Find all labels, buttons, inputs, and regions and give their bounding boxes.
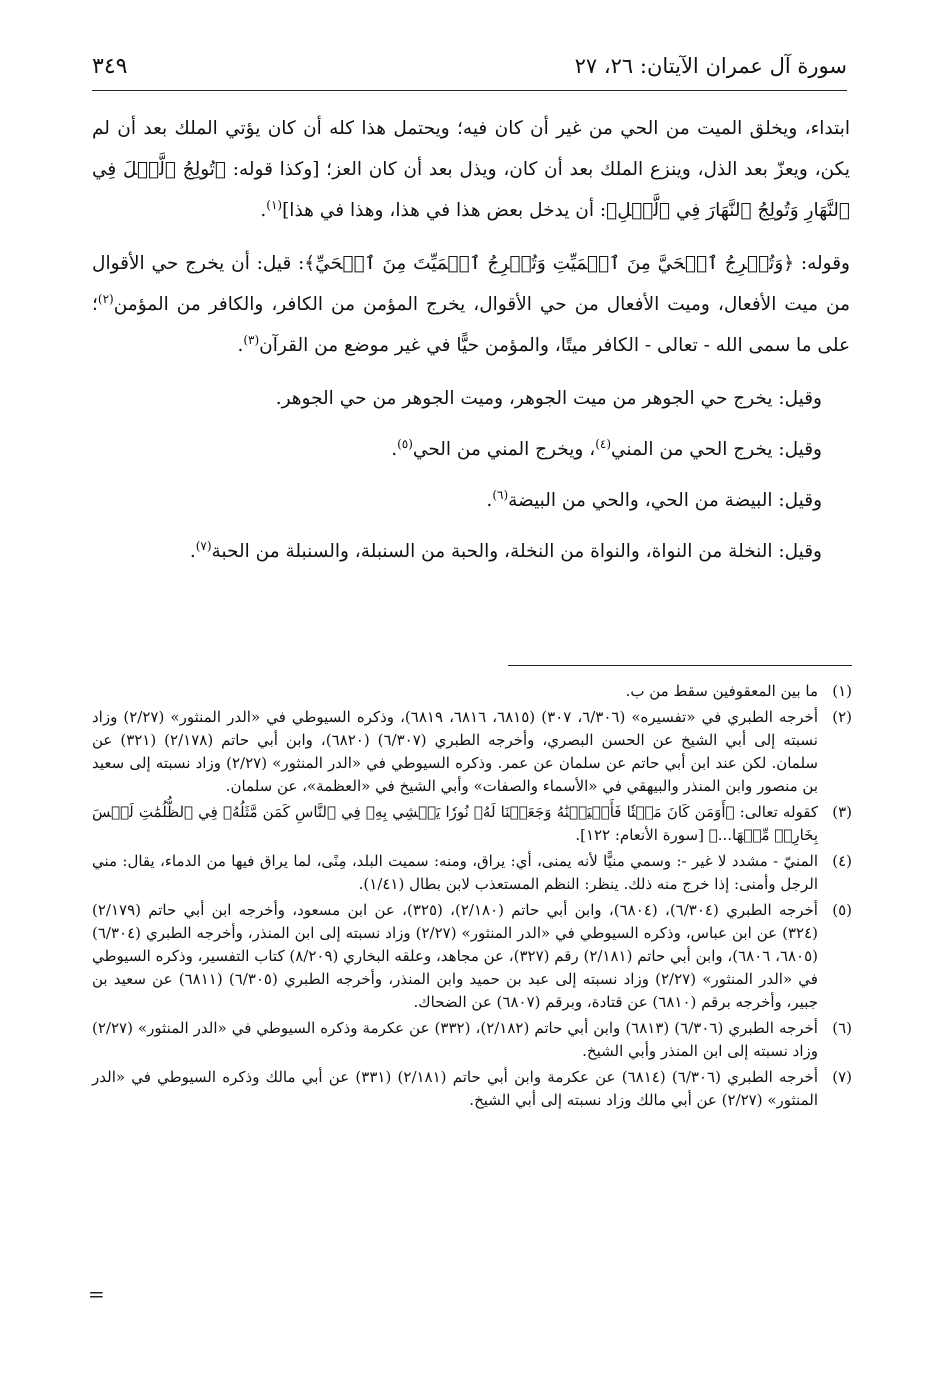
surah-title: سورة آل عمران الآيتان: ٢٦، ٢٧: [574, 54, 847, 78]
footnote-ref[interactable]: (٢): [97, 291, 114, 306]
footnote-ref[interactable]: (٤): [595, 436, 612, 451]
footnote: [92, 850, 852, 896]
footnote-text: أخرجه الطبري (٦/٣٠٤)، (٦٨٠٤)، وابن أبي حاتم (٢/١٨٠)، (٣٢٥)، عن ابن مسعود، وأخرجه ابن أبي حاتم (٢/١٧٩) (٣٢٤) عن ابن عباس، وذكره السيوطي في «الدر المنثور» (٢/٢٧) وزاد نسبته إلى ابن المنذر، وأخرجه الطبري (٦/٣٠٤) (٦٨٠٥، ٦٨٠٦)، وابن أبي حاتم (٢/١٨١) رقم (٣٢٧)، عن مجاهد، وعلقه البخاري (٨/٢٠٩) كتاب التفسير، وذكره السيوطي في «الدر المنثور» (٢/٢٧) وزاد نسبته إلى عبد بن حميد وابن المنذر، وأخرجه الطبري (٦/٣٠٥) (٦٨١١) عن سعيد بن جبير، وأخرجه برقم (٦٨١٠) عن قتادة، وبرقم (٦٨٠٧) عن الضحاك.: [92, 901, 819, 1011]
footnote-ref[interactable]: (١): [266, 197, 283, 212]
opinion-line: [92, 378, 850, 419]
margin-mark: =: [88, 1282, 105, 1306]
footnote-ref[interactable]: (٧): [195, 538, 212, 553]
footnotes: [92, 680, 852, 1115]
footnote-text: أخرجه الطبري (٦/٣٠٦) (٦٨١٣) وابن أبي حاتم (٢/١٨٢)، (٣٣٢) عن عكرمة وذكره السيوطي في «الدر المنثور» (٢/٢٧) وزاد نسبته إلى ابن المنذر وأبي الشيخ.: [92, 1019, 818, 1060]
main-text: [92, 108, 850, 582]
footnote-number: (١): [832, 682, 852, 700]
footnote-ref[interactable]: (٦): [492, 487, 509, 502]
footnote-number: (٥): [832, 901, 852, 919]
footnote-text: أخرجه الطبري (٦/٣٠٦) (٦٨١٤) عن عكرمة وابن أبي حاتم (٢/١٨١) (٣٣١) عن أبي مالك وذكره السيوطي في «الدر المنثور» (٢/٢٧) عن أبي مالك وزاد نسبته إلى أبي الشيخ.: [92, 1068, 818, 1109]
footnote: [92, 1017, 852, 1063]
paragraph-text: ؛ على ما سمى الله - تعالى - الكافر ميتًا، والمؤمن حيًّا في غير موضع من القرآن: [92, 294, 850, 356]
footnote-ref[interactable]: (٥): [397, 436, 413, 451]
footnote-number: (٣): [832, 803, 852, 821]
footnote: [92, 801, 852, 847]
paragraph-text: وقيل: يخرج حي الجوهر من ميت الجوهر، وميت الجوهر من حي الجوهر.: [275, 388, 822, 409]
footnote-separator: [508, 665, 852, 666]
paragraph-text: وقيل: النخلة من النواة، والنواة من النخلة، والحبة من السنبلة، والسنبلة من الحبة: [211, 541, 822, 562]
paragraph-text: .: [237, 335, 244, 356]
footnote-text: ما بين المعقوفين سقط من ب.: [625, 682, 818, 700]
opinion-line: [92, 480, 850, 521]
footnote-number: (٢): [832, 708, 852, 726]
footnote: [92, 680, 852, 703]
paragraph-text: وقوله: ﴿وَتُخۡرِجُ ٱلۡحَيَّ مِنَ ٱلۡمَيِّتِ وَتُخۡرِجُ ٱلۡمَيِّتَ مِنَ ٱلۡحَيِّ﴾: قيل: أن يخرج حي الأقوال من ميت الأفعال، وميت الأفعال من حي الأقوال، يخرج المؤمن من الكافر، والكافر من المؤمن: [92, 253, 850, 315]
footnote-text: المنيّ - مشدد لا غير -: وسمي منيًّا لأنه يمنى، أي: يراق، ومنه: سميت البلد، مِنًى، لما يراق فيها من الدماء، يقال: مني الرجل وأمنى: إذا خرج منه ذلك. ينظر: النظم المستعذب لابن بطال (١/٤١).: [92, 852, 818, 893]
running-header: [92, 50, 847, 91]
footnote-ref[interactable]: (٣): [243, 332, 260, 347]
paragraph: ابتداء، ويخلق الميت من الحي من غير أن كان فيه؛ ويحتمل هذا كله أن كان يؤتي الملك بعد أن لم يكن، ويعزّ بعد الذل، وينزع الملك بعد أن كان، ويذل بعد أن كان العز؛ [وكذا قوله: ﴿تُولِجُ ٱلَّيۡلَ فِي ٱلنَّهَارِ وَتُولِجُ ٱلنَّهَارَ فِي ٱلَّيۡلِ﴾: أن يدخل بعض هذا في هذا، وهذا في هذا]$^{(١)}$.: [92, 118, 850, 221]
footnote-number: (٧): [832, 1068, 852, 1086]
opinion-line: [92, 531, 850, 572]
paragraph-text: .: [189, 541, 196, 562]
footnote-text: أخرجه الطبري في «تفسيره» (٦/٣٠٦، ٣٠٧) (٦٨١٥، ٦٨١٦، ٦٨١٩)، وذكره السيوطي في «الدر المنثور» (٢/٢٧) وزاد نسبته إلى أبي الشيخ عن الحسن البصري، وأخرجه الطبري (٦/٣٠٧) (٦٨٢٠)، وابن أبي حاتم (٢/١٧٨) (٣٢١) عن سلمان. لكن عند ابن أبي حاتم عن سلمان عن عمر. وذكره السيوطي في «الدر المنثور» (٢/٢٧) وزاد نسبته إلى سعيد بن منصور وابن المنذر والبيهقي في «الأسماء والصفات» وأبي الشيخ في «العظمة»، عن سلمان.: [92, 708, 819, 795]
page-number: ٣٤٩: [92, 54, 128, 79]
footnote-number: (٦): [832, 1019, 852, 1037]
paragraph-text: وقيل: البيضة من الحي، والحي من البيضة: [508, 490, 822, 511]
footnote: [92, 1066, 852, 1112]
paragraph: [92, 243, 850, 366]
paragraph-text: ابتداء، ويخلق الميت من الحي من غير أن كان فيه؛ ويحتمل هذا كله أن كان يؤتي الملك بعد أن لم يكن، ويعزّ بعد الذل، وينزع الملك بعد أن كان، ويذل بعد أن كان العز؛ [وكذا قوله: ﴿تُولِجُ ٱلَّيۡلَ فِي ٱلنَّهَارِ وَتُولِجُ ٱلنَّهَارَ فِي ٱلَّيۡلِ﴾: أن يدخل بعض هذا في هذا، وهذا في هذا]: [92, 118, 850, 221]
paragraph-text: .: [486, 490, 493, 511]
paragraph-text: وقيل: يخرج الحي من المني: [611, 439, 822, 460]
footnote: [92, 706, 852, 798]
paragraph-text: ، ويخرج المني من الحي: [412, 439, 596, 460]
opinion-line: [92, 429, 850, 470]
footnote-number: (٤): [832, 852, 852, 870]
footnote-text: كقوله تعالى: ﴿أَوَمَن كَانَ مَيۡتٗا فَأَحۡيَيۡنَٰهُ وَجَعَلۡنَا لَهُۥ نُورٗا يَمۡشِي بِهِۦ فِي ٱلنَّاسِ كَمَن مَّثَلُهُۥ فِي ٱلظُّلُمَٰتِ لَيۡسَ بِخَارِجٖ مِّنۡهَا...﴾ [سورة الأنعام: ١٢٢].: [92, 803, 818, 844]
footnote: [92, 899, 852, 1014]
paragraph-text: .: [391, 439, 398, 460]
